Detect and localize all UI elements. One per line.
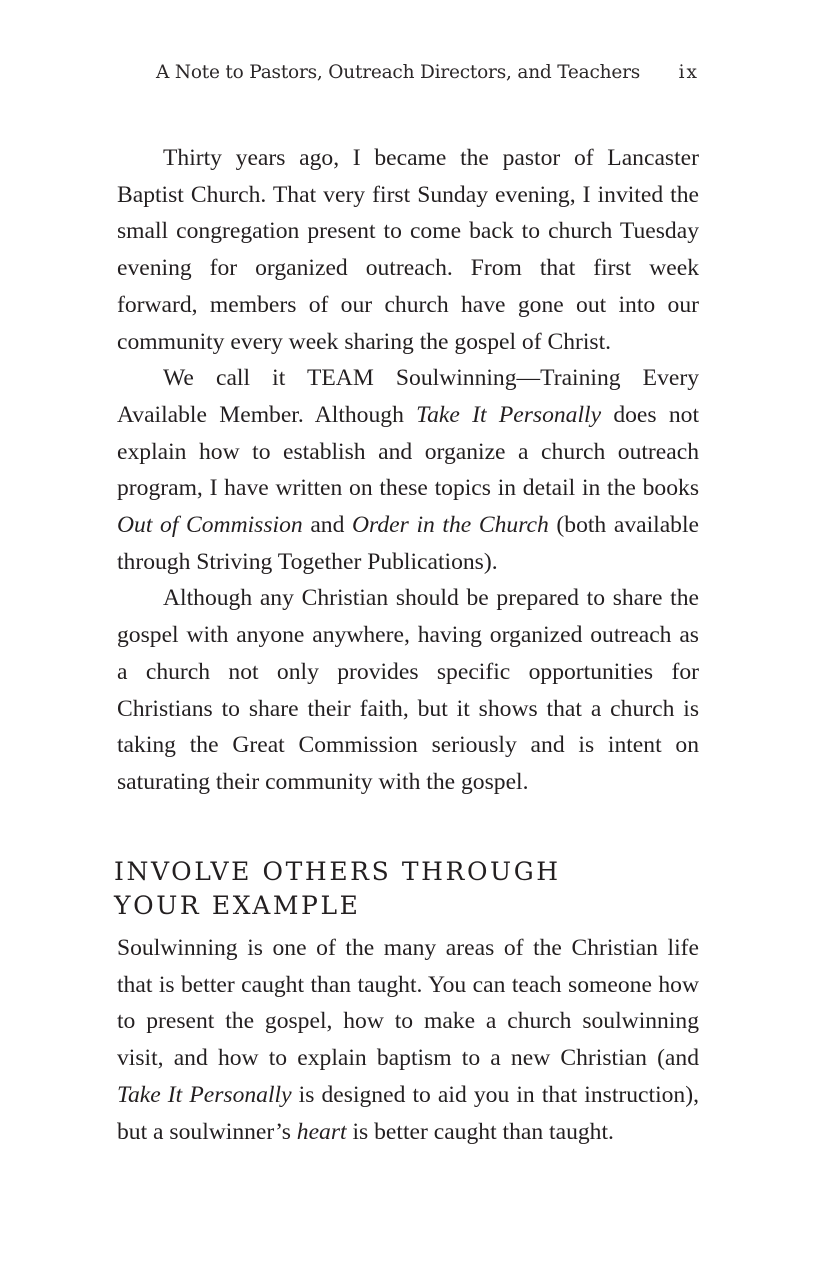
italic-title-text: Out of Commission [117,512,303,539]
text-run: Although any Christian should be prepared to share the gospel with anyone anywhere, having organized outreach as a church not only provides specific opportunities for Christians to share their faith, but it shows that a church is taking the Great Commission seriously and is intent on saturating their community with the gospel. [117,585,699,795]
italic-title-text: Take It Personally [416,401,602,428]
text-run: Thirty years ago, I became the pastor of Lancaster Baptist Church. That very first Sunday evening, I invited the small congregation present to come back to church Tuesday evening for organized outreach. From that first week forward, members of our church have gone out into our community every week sharing the gospel of Christ. [117,145,699,355]
paragraph [117,360,699,580]
text-run: and [302,512,353,539]
paragraph [117,580,699,800]
section-heading-line: YOUR EXAMPLE [114,891,361,920]
text-run: is designed to aid you in that instruction), but a soulwinner’s [117,1081,699,1145]
text-run: Soulwinning is one of the many areas of the Christian life that is better caught than taught. You can teach someone how to present the gospel, how to make a church soulwinning visit, and how to explain baptism to a new Christian (and [117,935,699,1072]
paragraph [117,140,699,360]
italic-title-text: Order in the Church [352,512,549,539]
text-run: is better caught than taught. [346,1118,614,1145]
section-body [117,930,699,1150]
text-run: We call it TEAM Soulwinning—Training Every Available Member. Although [117,365,699,428]
section-heading-line: INVOLVE OTHERS THROUGH [114,857,561,886]
paragraph [117,930,699,1150]
page-number: ix [678,62,699,83]
text-run: (both available through Striving Together Publications). [117,512,699,575]
section-heading [114,855,714,923]
text-run: does not explain how to establish and organize a church outreach program, I have written on these topics in detail in the books [117,401,699,502]
intro-body [117,140,699,801]
running-title: A Note to Pastors, Outreach Directors, and Teachers [156,62,641,83]
italic-title-text: heart [296,1118,347,1145]
italic-title-text: Take It Personally [117,1081,292,1108]
running-header [156,58,701,88]
